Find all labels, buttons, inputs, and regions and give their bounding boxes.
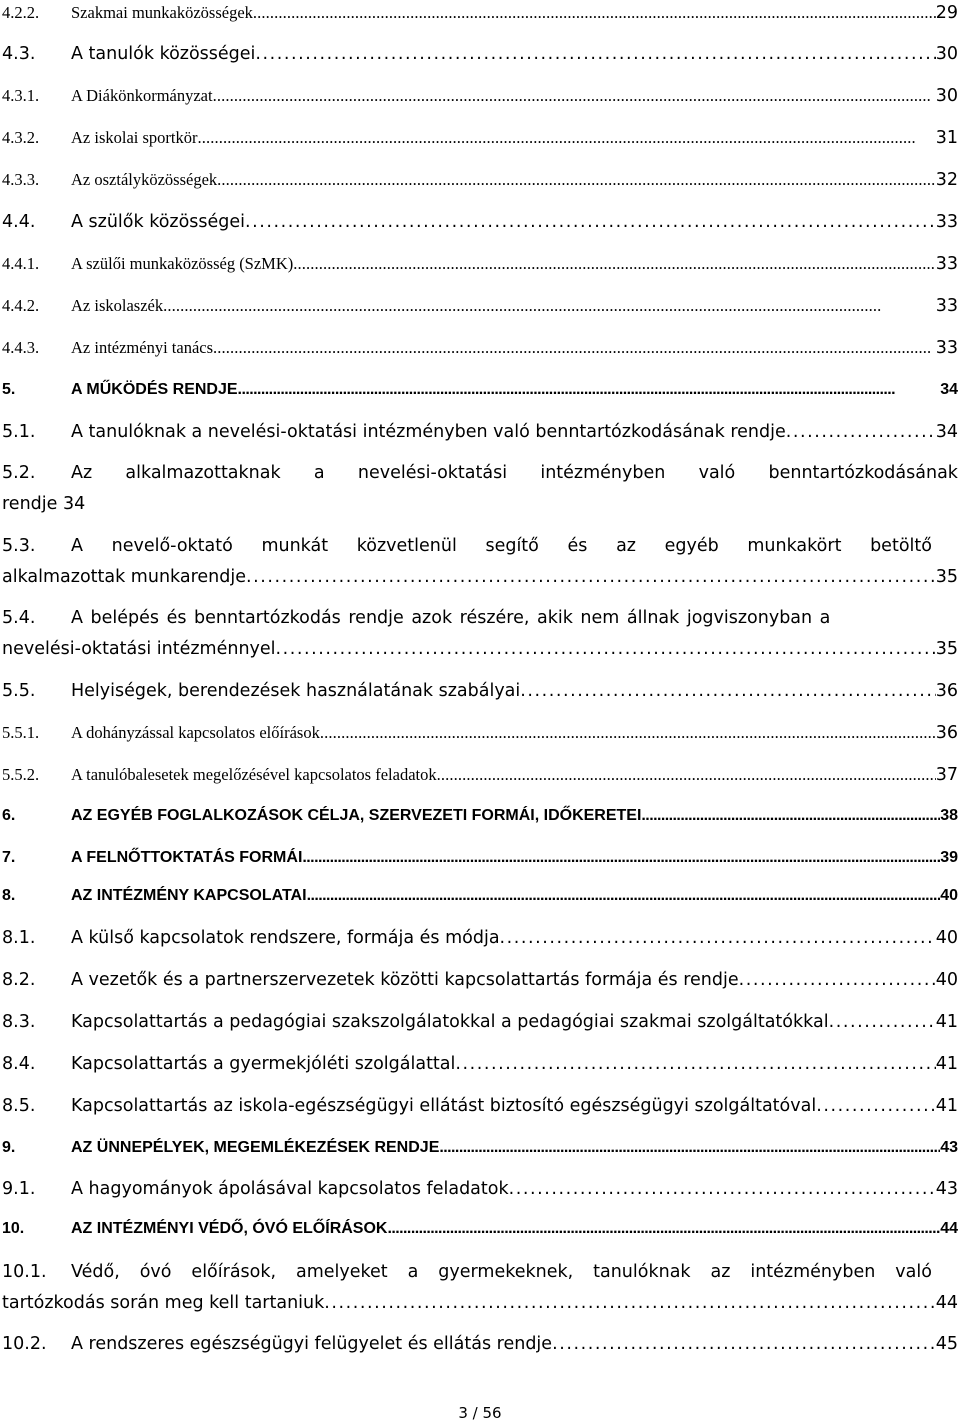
toc-entry-number: 10. [2,1220,25,1237]
toc-entry-page: 30 [935,44,958,64]
toc-entry-number: 4.3.3. [2,170,40,189]
toc-entry-title: A dohányzással kapcsolatos előírások [71,723,320,742]
toc-entry-title: A MŰKÖDÉS RENDJE [71,381,238,398]
toc-leader-dots [302,846,940,870]
toc-entry-number: 5.4. [2,608,36,628]
toc-entry-title: A külső kapcsolatok rendszere, formája és módja [71,928,500,948]
page-indicator: 3 / 56 [458,1404,502,1422]
toc-leader-dots [500,926,936,950]
toc-leader-dots [246,565,936,589]
toc-entry-title-continued: tartózkodás során meg kell tartaniuk [2,1293,325,1313]
toc-leader-dots [253,1,936,25]
toc-leader-dots [816,1094,936,1118]
toc-leader-dots [217,168,936,192]
toc-leader-dots [552,1332,936,1356]
toc-leader-dots [213,336,936,360]
toc-entry-page: 38 [940,807,958,824]
toc-leader-dots [197,126,935,150]
toc-leader-dots [739,968,936,992]
toc-entry-title-continued: rendje 34 [2,494,86,514]
toc-entry-page: 41 [935,1012,958,1032]
toc-entry-number: 5.3. [2,536,36,556]
toc-leader-dots [437,763,936,787]
toc-entry-page: 40 [935,928,958,948]
toc-entry-number: 5.5. [2,681,36,701]
toc-entry-title-continued: alkalmazottak munkarendje [2,567,246,587]
toc-entry-page: 45 [935,1334,958,1354]
toc-entry-title: AZ INTÉZMÉNY KAPCSOLATAI [71,887,307,904]
toc-entry-title: Szakmai munkaközösségek [71,3,253,22]
toc-entry[interactable] [2,534,958,590]
toc-entry-number: 4.2.2. [2,3,40,22]
toc-leader-dots [276,637,936,661]
toc-entry-page: 31 [935,128,958,148]
toc-entry-title: Kapcsolattartás a gyermekjóléti szolgálattal [71,1054,456,1074]
toc-entry-number: 5.1. [2,422,36,442]
toc-entry-number: 4.4.3. [2,338,40,357]
toc-leader-dots [786,420,936,444]
toc-entry-page: 33 [935,296,958,316]
toc-entry-title: Az intézményi tanács [71,338,214,357]
toc-entry-page: 33 [935,338,958,358]
toc-entry-page: 41 [935,1054,958,1074]
toc-entry-title: Az osztályközösségek [71,170,218,189]
toc-leader-dots [387,1217,940,1241]
toc-entry-title: Kapcsolattartás a pedagógiai szakszolgálatokkal a pedagógiai szakmai szolgáltatókkal [71,1012,829,1032]
toc-entry-page: 44 [935,1293,958,1313]
toc-leader-dots [509,1177,936,1201]
toc-entry-number: 4.4.1. [2,254,40,273]
toc-entry-title: Védő, óvó előírások, amelyeket a gyermekeknek, tanulóknak az intézményben való [71,1262,932,1282]
toc-entry-page: 40 [935,970,958,990]
toc-entry-page: 43 [940,1139,958,1156]
toc-leader-dots [324,1291,935,1315]
toc-entry-page: 34 [940,381,958,398]
toc-entry-number: 8.2. [2,970,36,990]
toc-entry-title: AZ INTÉZMÉNYI VÉDŐ, ÓVÓ ELŐÍRÁSOK [71,1220,388,1237]
toc-entry-number: 5.2. [2,463,36,483]
toc-entry-title: A tanulóknak a nevelési-oktatási intézményben való benntartózkodásának rendje [71,422,786,442]
toc-entry-page: 32 [935,170,958,190]
toc-leader-dots [320,721,936,745]
toc-entry-page: 33 [935,212,958,232]
toc-entry-page: 40 [940,887,958,904]
toc-leader-dots [520,679,935,703]
toc-entry-title-continued: nevelési-oktatási intézménnyel [2,639,276,659]
toc-entry-number: 5.5.2. [2,765,40,784]
toc-entry-title: A szülői munkaközösség (SzMK) [71,254,294,273]
toc-entry-number: 4.3.1. [2,86,40,105]
toc-entry-number: 5.5.1. [2,723,40,742]
toc-entry-title: Az iskolai sportkör [71,128,198,147]
toc-entry-title: Helyiségek, berendezések használatának szabályai [71,681,521,701]
toc-entry-title: A nevelő-oktató munkát közvetlenül segítő és az egyéb munkakört betöltő [71,536,932,556]
toc-entry-page: 36 [935,723,958,743]
toc-entry-page: 37 [935,765,958,785]
toc-leader-dots [163,294,936,318]
toc-leader-dots [293,252,935,276]
toc-entry-number: 8.3. [2,1012,36,1032]
toc-entry[interactable] [2,461,958,517]
toc-entry[interactable] [2,606,958,662]
toc-entry-title: Kapcsolattartás az iskola-egészségügyi ellátást biztosító egészségügyi szolgáltatóval [71,1096,817,1116]
toc-entry[interactable] [2,1260,958,1316]
toc-entry-number: 8.5. [2,1096,36,1116]
toc-entry-title: A hagyományok ápolásával kapcsolatos feladatok [71,1179,509,1199]
toc-entry-page: 41 [935,1096,958,1116]
toc-entry-title: A FELNŐTTOKTATÁS FORMÁI [71,849,303,866]
toc-entry-number: 9. [2,1139,16,1156]
toc-entry-page: 29 [935,3,958,23]
toc-entry-number: 6. [2,807,16,824]
toc-entry-number: 4.4. [2,212,36,232]
toc-entry-page: 43 [935,1179,958,1199]
toc-entry-title: AZ EGYÉB FOGLALKOZÁSOK CÉLJA, SZERVEZETI FORMÁI, IDŐKERETEI [71,807,642,824]
toc-entry-page: 39 [940,849,958,866]
toc-entry-title: A Diákönkormányzat [71,86,213,105]
toc-entry-number: 7. [2,849,16,866]
toc-entry-title: A tanulók közösségei [71,44,256,64]
toc-entry-title: A vezetők és a partnerszervezetek közötti kapcsolattartás formája és rendje [71,970,739,990]
toc-leader-dots [213,84,936,108]
toc-entry-page: 30 [935,86,958,106]
toc-entry-number: 8.4. [2,1054,36,1074]
toc-entry-number: 5. [2,381,16,398]
toc-entry-page: 35 [935,639,958,659]
toc-entry-title: A rendszeres egészségügyi felügyelet és ellátás rendje [71,1334,553,1354]
toc-entry-title: A tanulóbalesetek megelőzésével kapcsolatos feladatok [71,765,437,784]
toc-entry-number: 4.4.2. [2,296,40,315]
toc-entry-title: A szülők közösségei [71,212,246,232]
toc-entry-page: 33 [935,254,958,274]
toc-leader-dots [307,884,941,908]
toc-entry-page: 34 [935,422,958,442]
toc-entry-title: Az iskolaszék [71,296,164,315]
toc-leader-dots [455,1052,935,1076]
toc-entry-number: 8.1. [2,928,36,948]
toc-entry-title: A belépés és benntartózkodás rendje azok részére, akik nem állnak jogviszonyban a [71,608,831,628]
toc-entry-title: AZ ÜNNEPÉLYEK, MEGEMLÉKEZÉSEK RENDJE [71,1139,440,1156]
toc-entry-number: 10.2. [2,1334,47,1354]
toc-leader-dots [245,210,936,234]
toc-entry-page: 44 [940,1220,958,1237]
toc-entry-page: 35 [935,567,958,587]
toc-entry-number: 4.3. [2,44,36,64]
toc-leader-dots [439,1136,940,1160]
toc-entry-number: 8. [2,887,16,904]
toc-entry-number: 4.3.2. [2,128,40,147]
toc-leader-dots [641,804,940,828]
toc-leader-dots [255,42,935,66]
toc-leader-dots [829,1010,936,1034]
toc-entry-number: 10.1. [2,1262,47,1282]
toc-leader-dots [238,378,941,402]
toc-entry-number: 9.1. [2,1179,36,1199]
toc-entry-page: 36 [935,681,958,701]
toc-entry-title: Az alkalmazottaknak a nevelési-oktatási intézményben való benntartózkodásának [71,463,958,483]
